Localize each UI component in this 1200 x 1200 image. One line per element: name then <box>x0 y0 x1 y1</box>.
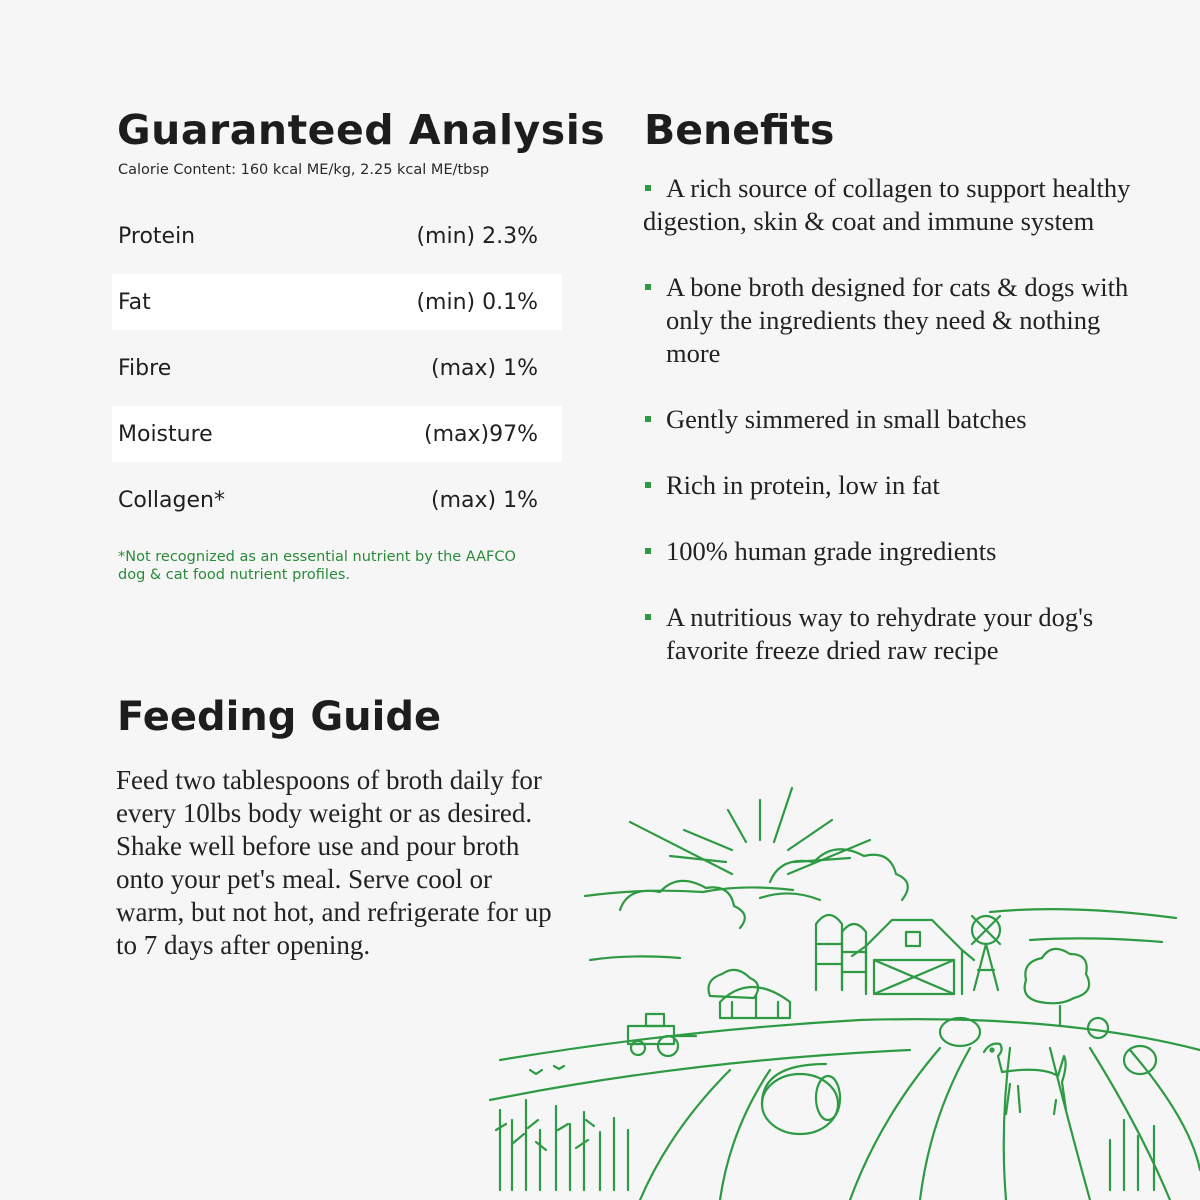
nutrient-value: (max) 1% <box>431 355 538 381</box>
feeding-guide-text: Feed two tablespoons of broth daily for every 10lbs body weight or as desired. Shake well before use and pour broth onto your pet's meal. Serve cool or warm, but not hot, and refrigerate for up to 7 days after opening. <box>116 765 552 960</box>
analysis-row-fat <box>112 274 562 330</box>
bullet-icon <box>645 284 651 290</box>
analysis-row-fibre <box>112 340 562 396</box>
benefit-item <box>643 271 1143 370</box>
nutrient-name: Moisture <box>118 421 213 447</box>
benefit-text: Rich in protein, low in fat <box>666 470 940 500</box>
analysis-row-moisture <box>112 406 562 462</box>
benefits-list <box>643 172 1143 667</box>
benefit-item <box>643 403 1143 436</box>
sun-icon <box>630 788 870 874</box>
benefit-text: A bone broth designed for cats & dogs with only the ingredients they need & nothing more <box>666 272 1129 368</box>
bullet-icon <box>645 185 651 191</box>
benefit-text: A nutritious way to rehydrate your dog's favorite freeze dried raw recipe <box>666 602 1094 665</box>
analysis-row-protein <box>112 208 562 264</box>
calorie-content: Calorie Content: 160 kcal ME/kg, 2.25 kcal ME/tbsp <box>118 162 490 178</box>
farm-illustration <box>470 770 1200 1200</box>
benefit-item <box>643 469 1143 502</box>
nutrient-name: Protein <box>118 223 196 249</box>
guaranteed-analysis-table <box>112 208 562 538</box>
benefit-item <box>643 172 1143 238</box>
dog-icon <box>984 1044 1066 1114</box>
nutrient-value: (min) 0.1% <box>416 289 538 315</box>
hay-bale-icon <box>762 1018 1156 1134</box>
benefit-item <box>643 601 1143 667</box>
analysis-footnote: *Not recognized as an essential nutrient by the AAFCO dog & cat food nutrient profiles. <box>118 549 516 583</box>
nutrient-name: Fat <box>118 289 151 315</box>
nutrient-value: (min) 2.3% <box>416 223 538 249</box>
benefit-text: Gently simmered in small batches <box>666 404 1027 434</box>
bullet-icon <box>645 548 651 554</box>
feeding-guide-title: Feeding Guide <box>117 694 442 740</box>
plants-icon <box>496 1100 1154 1190</box>
nutrient-name: Collagen* <box>118 487 225 513</box>
benefit-text: A rich source of collagen to support healthy digestion, skin & coat and immune system <box>643 173 1131 236</box>
guaranteed-analysis-title: Guaranteed Analysis <box>117 106 606 154</box>
nutrient-value: (max)97% <box>424 421 538 447</box>
bullet-icon <box>645 614 651 620</box>
benefits-title: Benefits <box>644 106 835 154</box>
nutrient-value: (max) 1% <box>431 487 538 513</box>
nutrient-name: Fibre <box>118 355 172 381</box>
benefit-text: 100% human grade ingredients <box>666 536 997 566</box>
benefit-item <box>643 535 1143 568</box>
bullet-icon <box>645 416 651 422</box>
windmill-icon <box>972 916 1000 990</box>
bullet-icon <box>645 482 651 488</box>
barn-icon <box>852 920 974 994</box>
analysis-row-collagen <box>112 472 562 528</box>
